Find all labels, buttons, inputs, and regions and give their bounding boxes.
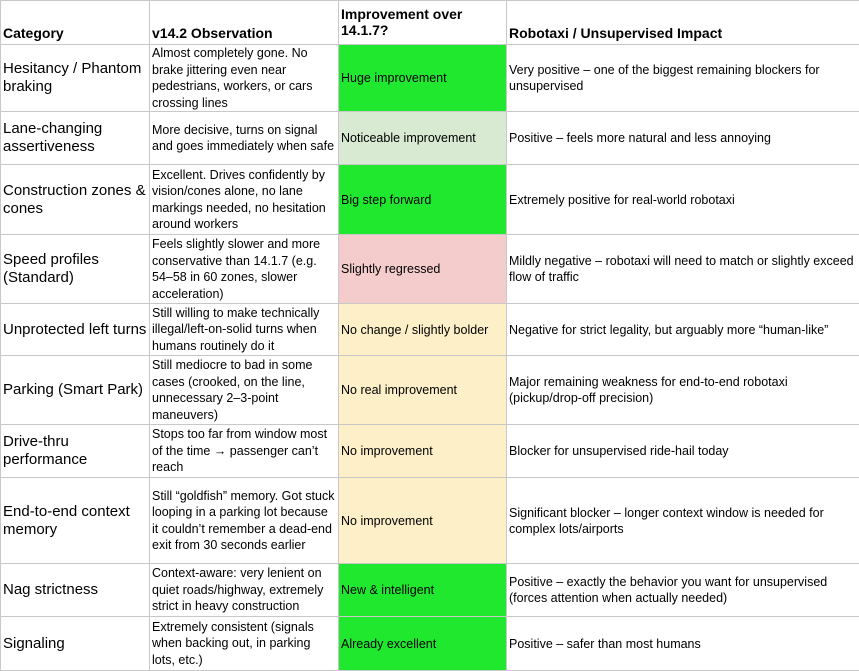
category-cell[interactable]: Nag strictness — [1, 564, 150, 617]
impact-cell[interactable]: Positive – safer than most humans — [507, 617, 859, 671]
observation-cell[interactable]: Excellent. Drives confidently by vision/cones alone, no lane markings needed, no hesitation around workers — [150, 165, 339, 235]
category-cell[interactable]: Lane-changing assertiveness — [1, 112, 150, 165]
header-observation[interactable]: v14.2 Observation — [150, 1, 339, 45]
impact-cell[interactable]: Positive – exactly the behavior you want for unsupervised (forces attention when actually needed) — [507, 564, 859, 617]
header-impact[interactable]: Robotaxi / Unsupervised Impact — [507, 1, 859, 45]
observation-cell[interactable]: Still “goldfish” memory. Got stuck looping in a parking lot because it couldn’t remember a dead-end exit from 30 seconds earlier — [150, 478, 339, 564]
table-row — [1, 564, 859, 617]
category-cell[interactable]: End-to-end context memory — [1, 478, 150, 564]
table-row — [1, 478, 859, 564]
impact-cell[interactable]: Extremely positive for real-world robotaxi — [507, 165, 859, 235]
table-row — [1, 112, 859, 165]
table-row — [1, 165, 859, 235]
table-row — [1, 45, 859, 112]
improvement-cell[interactable]: Already excellent — [339, 617, 507, 671]
header-improvement[interactable] — [339, 1, 507, 45]
table-row — [1, 304, 859, 356]
improvement-cell[interactable]: Slightly regressed — [339, 235, 507, 304]
observation-cell[interactable]: Context-aware: very lenient on quiet roads/highway, extremely strict in heavy construction — [150, 564, 339, 617]
category-cell[interactable]: Signaling — [1, 617, 150, 671]
improvement-cell[interactable]: No real improvement — [339, 356, 507, 425]
table-row — [1, 425, 859, 478]
improvement-cell[interactable]: No improvement — [339, 425, 507, 478]
header-row — [1, 1, 859, 45]
improvement-cell[interactable]: Huge improvement — [339, 45, 507, 112]
category-cell[interactable]: Speed profiles (Standard) — [1, 235, 150, 304]
impact-cell[interactable]: Significant blocker – longer context window is needed for complex lots/airports — [507, 478, 859, 564]
improvement-cell[interactable]: No improvement — [339, 478, 507, 564]
improvement-cell[interactable]: Noticeable improvement — [339, 112, 507, 165]
header-improvement-line2: 14.1.7? — [341, 22, 388, 38]
category-cell[interactable]: Drive-thru performance — [1, 425, 150, 478]
improvement-cell[interactable]: New & intelligent — [339, 564, 507, 617]
observation-cell[interactable]: Still willing to make technically illegal/left-on-solid turns when humans routinely do it — [150, 304, 339, 356]
table-row — [1, 235, 859, 304]
observation-cell[interactable]: Still mediocre to bad in some cases (crooked, on the line, unnecessary 2–3-point maneuvers) — [150, 356, 339, 425]
improvement-cell[interactable]: No change / slightly bolder — [339, 304, 507, 356]
impact-cell[interactable]: Very positive – one of the biggest remaining blockers for unsupervised — [507, 45, 859, 112]
observation-cell[interactable]: Almost completely gone. No brake jittering even near pedestrians, workers, or cars crossing lines — [150, 45, 339, 112]
table-row — [1, 356, 859, 425]
category-cell[interactable]: Parking (Smart Park) — [1, 356, 150, 425]
impact-cell[interactable]: Positive – feels more natural and less annoying — [507, 112, 859, 165]
category-cell[interactable]: Construction zones & cones — [1, 165, 150, 235]
improvement-cell[interactable]: Big step forward — [339, 165, 507, 235]
observation-cell[interactable]: Stops too far from window most of the time → passenger can’t reach — [150, 425, 339, 478]
impact-cell[interactable]: Negative for strict legality, but arguably more “human-like” — [507, 304, 859, 356]
header-improvement-line1: Improvement over — [341, 6, 462, 22]
observation-cell[interactable]: Feels slightly slower and more conservative than 14.1.7 (e.g. 54–58 in 60 zones, slower acceleration) — [150, 235, 339, 304]
table-row — [1, 617, 859, 671]
impact-cell[interactable]: Mildly negative – robotaxi will need to match or slightly exceed flow of traffic — [507, 235, 859, 304]
observation-cell[interactable]: Extremely consistent (signals when backing out, in parking lots, etc.) — [150, 617, 339, 671]
header-category[interactable]: Category — [1, 1, 150, 45]
impact-cell[interactable]: Major remaining weakness for end-to-end robotaxi (pickup/drop-off precision) — [507, 356, 859, 425]
category-cell[interactable]: Unprotected left turns — [1, 304, 150, 356]
impact-cell[interactable]: Blocker for unsupervised ride-hail today — [507, 425, 859, 478]
category-cell[interactable]: Hesitancy / Phantom braking — [1, 45, 150, 112]
observation-cell[interactable]: More decisive, turns on signal and goes immediately when safe — [150, 112, 339, 165]
